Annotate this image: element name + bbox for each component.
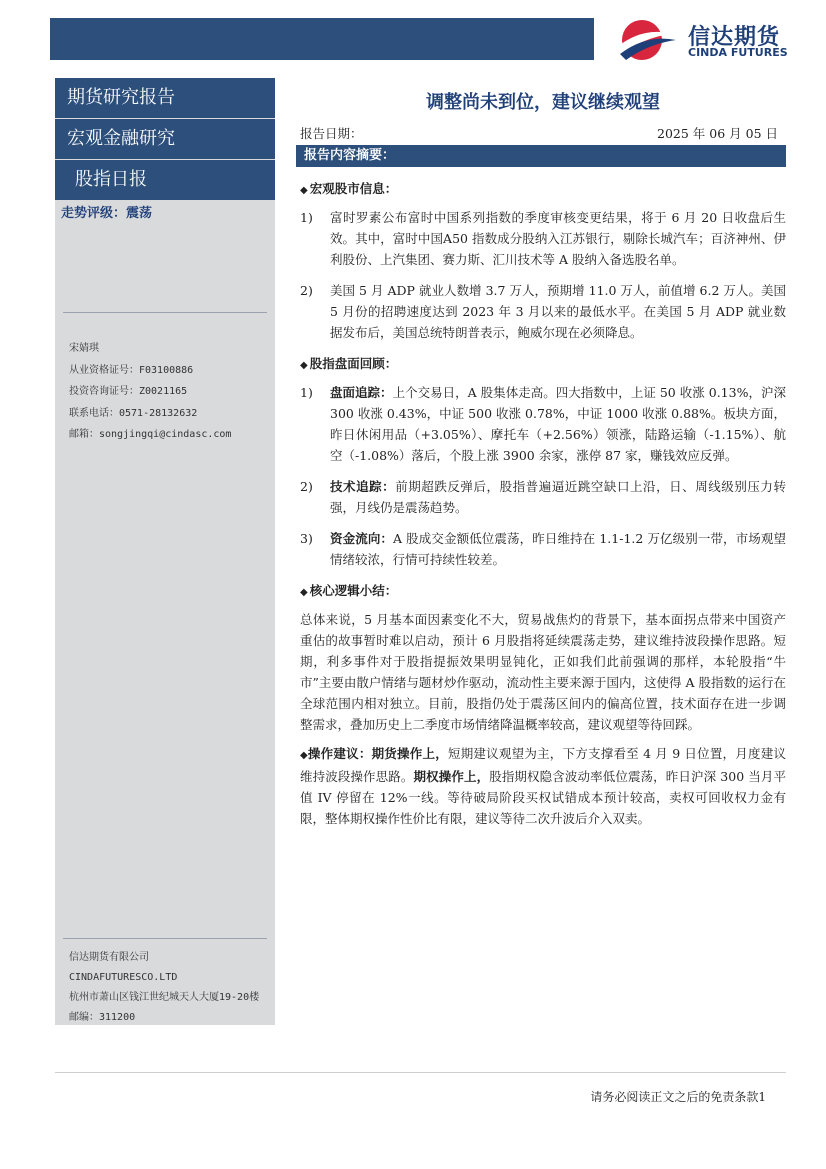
header-bar — [50, 18, 594, 60]
section-heading-macro: ◆ 宏观股市信息： — [300, 181, 398, 196]
report-date-value: 2025 年 06 月 05 日 — [657, 126, 778, 141]
report-date-label: 报告日期： — [300, 126, 363, 141]
logic-summary-paragraph: 总体来说，5 月基本面因素变化不大，贸易战焦灼的背景下，基本面拐点带来中国资产重估的故事暂时难以启动，预计 6 月股指将延续震荡走势，建议维持波段操作思路。短期，利多事件对于股指提振效果明显钝化，正如我们此前强调的那样，本轮股指“牛市”主要由散户情绪与题材炒作驱动，流动性主要来源于国内，这使得 A 股指数的运行在全球范围内相对独立。目前，股指仍处于震荡区间内的偏高位置，技术面存在进一步调整需求，叠加历史上二季度市场情绪降温概率较高，建议观望等待回踩。 — [300, 612, 786, 732]
analyst-email[interactable]: 邮箱：songjingqi@cindasc.com — [69, 429, 232, 440]
list-item: 2) 美国 5 月 ADP 就业人数增 3.7 万人，预期增 11.0 万人，前值增 6.2 万人。美国 5 月份的招聘速度达到 2023 年 3 月以来的最低水平。在美国 5 月 ADP 就业数据发布后，美国总统特朗普表示，鲍威尔现在必须降息。 — [300, 283, 786, 340]
summary-header: 报告内容摘要： — [296, 145, 786, 167]
sidebar-product: 股指日报 — [55, 160, 275, 200]
footer-divider — [55, 1072, 786, 1073]
diamond-bullet-icon: ◆ — [300, 750, 308, 761]
report-content — [300, 174, 786, 837]
report-title: 调整尚未到位，建议继续观望 — [426, 92, 660, 113]
sidebar — [55, 78, 275, 1025]
list-item: 1) 盘面追踪：上个交易日，A 股集体走高。四大指数中，上证 50 收涨 0.13%，沪深 300 收涨 0.43%，中证 500 收涨 0.78%，中证 1000 收涨 0.88%。板块方面，昨日休闲用品（+3.05%）、摩托车（+2.56%）领涨，陆路运输（-1.15%）、航空（-1.08%）落后，个股上涨 3900 余家，涨停 87 家，赚钱效应反弹。 — [300, 385, 786, 463]
company-address: 杭州市萧山区钱江世纪城天人大厦19-20楼 — [69, 992, 260, 1003]
list-item: 2) 技术追踪：前期超跌反弹后，股指普遍逼近跳空缺口上沿，日、周线级别压力转强，月线仍是震荡趋势。 — [300, 479, 786, 515]
section-heading-review: ◆ 股指盘面回顾： — [300, 356, 398, 371]
diamond-bullet-icon: ◆ — [300, 587, 308, 598]
analyst-contact — [69, 338, 231, 446]
trend-rating-value: 震荡 — [126, 206, 153, 221]
sidebar-report-type: 期货研究报告 — [55, 78, 275, 118]
report-date-row — [300, 124, 786, 144]
sidebar-divider — [63, 312, 267, 313]
trend-rating-label: 走势评级： — [61, 206, 127, 221]
company-postcode: 邮编：311200 — [69, 1012, 136, 1023]
analyst-name: 宋婧琪 — [69, 343, 99, 354]
page-number: 1 — [758, 1090, 766, 1104]
diamond-bullet-icon: ◆ — [300, 185, 308, 196]
brand-logo — [612, 18, 802, 62]
company-name-en: CINDAFUTURESCO.LTD — [69, 972, 178, 983]
advice-paragraph: ◆操作建议：期货操作上，短期建议观望为主，下方支撑看至 4 月 9 日位置，月度建议维持波段操作思路。期权操作上，股指期权隐含波动率低位震荡，昨日沪深 300 当月平值 IV 停留在 12%一线。等待破局阶段买权试错成本预计较高，卖权可回收权力金有限，整体期权操作性价比有限，建议等待二次升波后介入双卖。 — [300, 746, 786, 826]
company-info — [69, 948, 259, 1028]
cinda-logo-icon — [612, 18, 678, 62]
section-heading-logic: ◆ 核心逻辑小结： — [300, 583, 398, 598]
analyst-phone: 联系电话：0571-28132632 — [69, 407, 198, 419]
diamond-bullet-icon: ◆ — [300, 360, 308, 371]
brand-name-cn: 信达期货 — [688, 25, 781, 50]
analyst-consult-number: 投资咨询证号：Z0021165 — [69, 386, 188, 397]
brand-name-en: CINDA FUTURES — [688, 46, 788, 59]
company-name: 信达期货有限公司 — [69, 952, 149, 963]
list-item: 3) 资金流向：A 股成交金额低位震荡，昨日维持在 1.1-1.2 万亿级别一带，市场观望情绪较浓，行情可持续性较差。 — [300, 531, 786, 567]
analyst-qualification: 从业资格证号：F03100886 — [69, 364, 194, 376]
list-item: 1) 富时罗素公布富时中国系列指数的季度审核变更结果，将于 6 月 20 日收盘后生效。其中，富时中国A50 指数成分股纳入江苏银行，剔除长城汽车；百济神州、伊利股份、上汽集团、赛力斯、汇川技术等 A 股纳入备选股名单。 — [300, 210, 786, 267]
footer-disclaimer: 请务必阅读正文之后的免责条款1 — [590, 1090, 766, 1104]
trend-rating — [61, 202, 152, 221]
sidebar-category: 宏观金融研究 — [55, 119, 275, 159]
sidebar-divider — [63, 938, 267, 939]
